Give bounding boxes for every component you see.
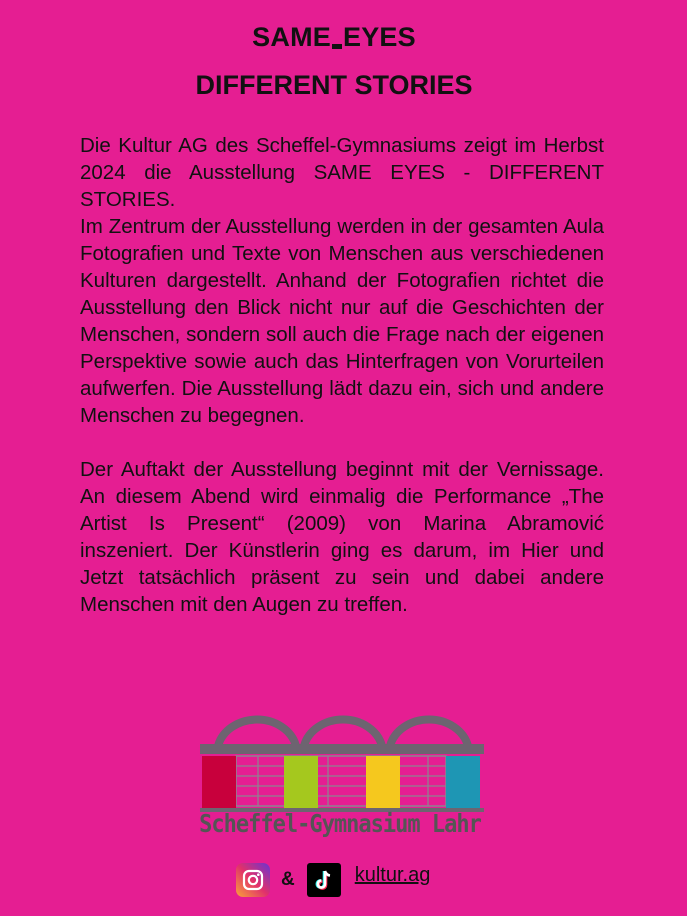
logo-pillar-yellow — [366, 756, 400, 808]
logo-school-name: Scheffel-Gymnasium Lahr — [199, 810, 481, 839]
logo-pillar-green — [284, 756, 318, 808]
paragraph-exhibition: Im Zentrum der Ausstellung werden in der gesamten Aula Fotografien und Texte von Menschen aus verschiedenen Kulturen dargestellt. Anhand der Fotografien richtet die Ausstellung den Blick nicht nur auf die Geschichten der Menschen, sondern soll auch die Frage nach der eigenen Perspektive sowie auch das Hinterfragen von Vorurteilen aufwerfen. Die Ausstellung lädt dazu ein, sich und andere Menschen zu begegnen. — [80, 215, 604, 427]
page-subtitle: DIFFERENT STORIES — [195, 70, 473, 100]
title-divider — [332, 44, 342, 49]
paragraph-vernissage: Der Auftakt der Ausstellung beginnt mit der Vernissage. An diesem Abend wird einmalig die Performance „The Artist Is Present“ (2009) von Marina Abramović inszeniert. Der Künstlerin ging es darum, im Hier und Jetzt tatsächlich präsent zu sein und dabei andere Menschen mit den Augen zu treffen. — [80, 458, 604, 616]
title-word-eyes: EYES — [342, 22, 416, 52]
social-links — [236, 862, 430, 898]
social-handle-link[interactable]: kultur.ag — [354, 863, 431, 886]
body-text — [80, 132, 604, 618]
page-title — [0, 22, 668, 53]
ampersand: & — [281, 869, 295, 890]
paragraph-spacer — [80, 429, 604, 456]
title-word-same: SAME — [252, 22, 331, 52]
tiktok-icon[interactable] — [307, 863, 341, 897]
paragraph-intro: Die Kultur AG des Scheffel-Gymnasiums zeigt im Herbst 2024 die Ausstellung SAME EYES - DIFFERENT STORIES. — [80, 134, 604, 211]
logo-pillar-red — [202, 756, 236, 808]
instagram-icon[interactable] — [236, 863, 270, 897]
logo-pillar-blue — [446, 756, 480, 808]
